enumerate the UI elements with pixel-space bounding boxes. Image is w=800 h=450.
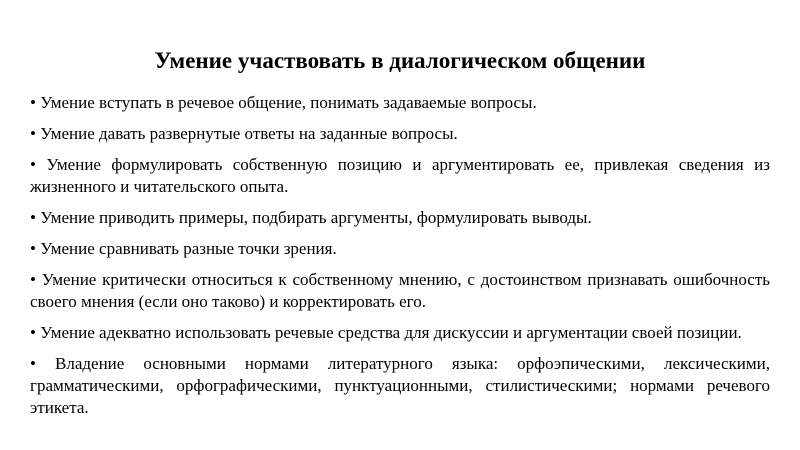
bullet-item-7: • Умение адекватно использовать речевые средства для дискуссии и аргументации своей позиции.: [30, 323, 742, 342]
bullet-item-1: • Умение вступать в речевое общение, понимать задаваемые вопросы.: [30, 93, 537, 112]
bullet-item-8: • Владение основными нормами литературного языка: орфоэпическими, лексическими, грамматическими, орфографическими, пунктуационными, стилистическими; нормами речевого этикета.: [30, 354, 770, 417]
bullet-item-2: • Умение давать развернутые ответы на заданные вопросы.: [30, 124, 458, 143]
bullet-item-5: • Умение сравнивать разные точки зрения.: [30, 239, 337, 258]
slide-title: Умение участвовать в диалогическом общении: [154, 48, 646, 73]
bullet-item-4: • Умение приводить примеры, подбирать аргументы, формулировать выводы.: [30, 208, 592, 227]
bullet-item-3: • Умение формулировать собственную позицию и аргументировать ее, привлекая сведения из жизненного и читательского опыта.: [30, 155, 770, 196]
bullet-item-6: • Умение критически относиться к собственному мнению, с достоинством признавать ошибочность своего мнения (если оно таково) и корректировать его.: [30, 270, 770, 311]
bullet-list: [30, 92, 770, 428]
